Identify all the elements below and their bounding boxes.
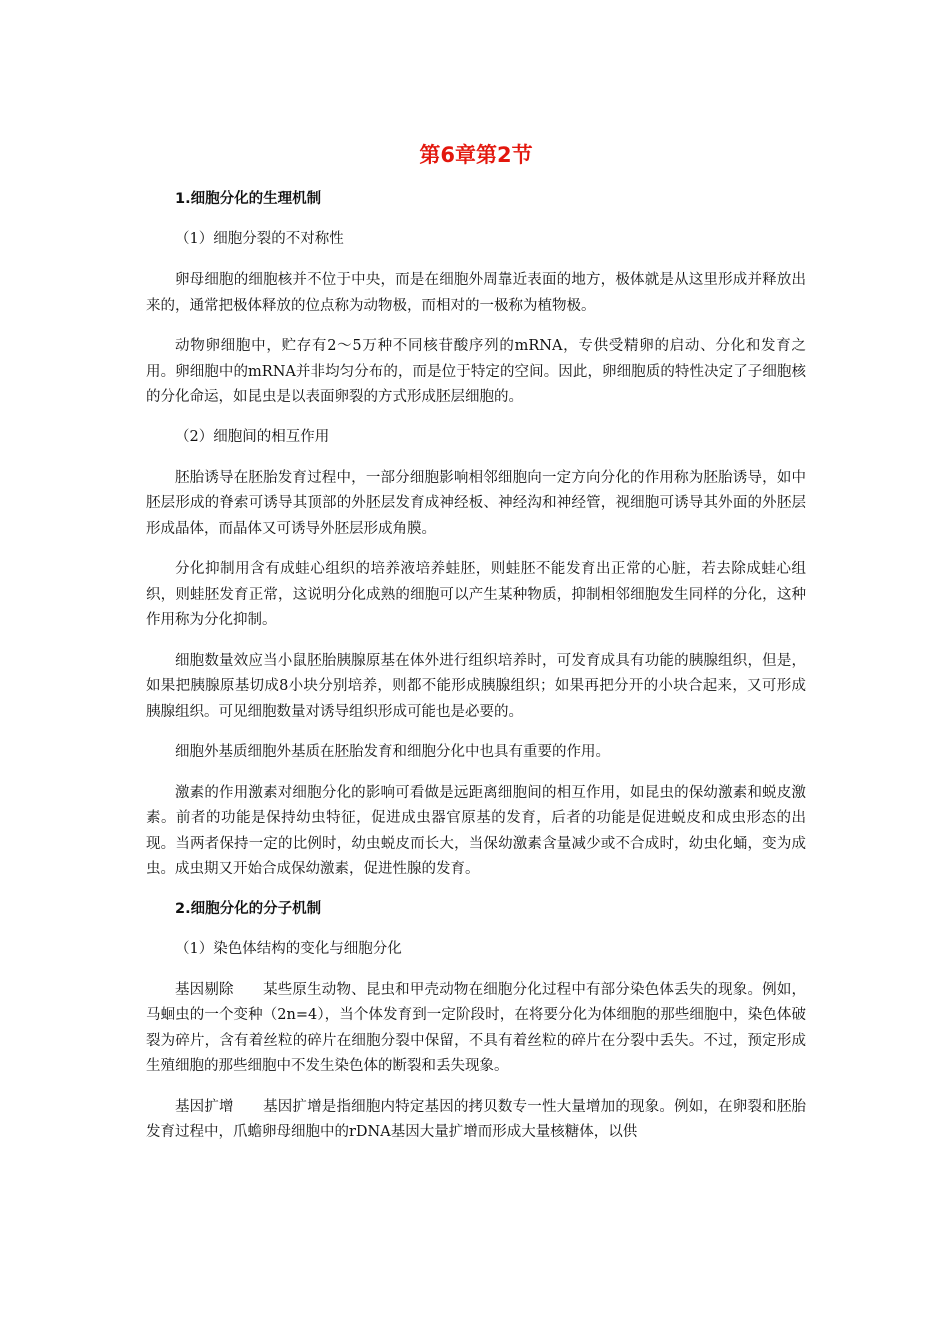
document-title: 第6章第2节 [419,143,533,167]
paragraph: 基因剔除 某些原生动物、昆虫和甲壳动物在细胞分化过程中有部分染色体丢失的现象。例如，马蛔虫的一个变种（2n=4），当个体发育到一定阶段时，在将要分化为体细胞的那些细胞中，染色体破裂为碎片，含有着丝粒的碎片在细胞分裂中保留，不具有着丝粒的碎片在分裂中丢失。不过，预定形成生殖细胞的那些细胞中不发生染色体的断裂和丢失现象。 [146,981,806,1074]
paragraph: 激素的作用激素对细胞分化的影响可看做是远距离细胞间的相互作用，如昆虫的保幼激素和蜕皮激素。前者的功能是保持幼虫特征，促进成虫器官原基的发育，后者的功能是促进蜕皮和成虫形态的出现。当两者保持一定的比例时，幼虫蜕皮而长大，当保幼激素含量减少或不合成时，幼虫化蛹，变为成虫。成虫期又开始合成保幼激素，促进性腺的发育。 [146,784,806,877]
section-1-heading: 1.细胞分化的生理机制 [175,191,322,207]
paragraph: 细胞外基质细胞外基质在胚胎发育和细胞分化中也具有重要的作用。 [175,744,610,760]
paragraph: 卵母细胞的细胞核并不位于中央，而是在细胞外周靠近表面的地方，极体就是从这里形成并释放出来的，通常把极体释放的位点称为动物极，而相对的一极称为植物极。 [146,272,806,314]
subsection-2-1-heading: （1）染色体结构的变化与细胞分化 [175,940,402,957]
paragraph: 分化抑制用含有成蛙心组织的培养液培养蛙胚，则蛙胚不能发育出正常的心脏，若去除成蛙心组织，则蛙胚发育正常，这说明分化成熟的细胞可以产生某种物质，抑制相邻细胞发生同样的分化，这种作用称为分化抑制。 [146,561,806,628]
paragraph: 动物卵细胞中，贮存有2～5万种不同核苷酸序列的mRNA，专供受精卵的启动、分化和发育之用。卵细胞中的mRNA并非均匀分布的，而是位于特定的空间。因此，卵细胞质的特性决定了子细胞核的分化命运，如昆虫是以表面卵裂的方式形成胚层细胞的。 [146,338,806,405]
section-2-heading: 2.细胞分化的分子机制 [175,900,322,917]
subsection-1-2-heading: （2）细胞间的相互作用 [175,428,330,445]
subsection-1-1-heading: （1）细胞分裂的不对称性 [175,231,344,247]
paragraph: 胚胎诱导在胚胎发育过程中，一部分细胞影响相邻细胞向一定方向分化的作用称为胚胎诱导，如中胚层形成的脊索可诱导其顶部的外胚层发育成神经板、神经沟和神经管，视细胞可诱导其外面的外胚层形成晶体，而晶体又可诱导外胚层形成角膜。 [146,469,806,537]
document-page [146,140,806,1161]
paragraph: 细胞数量效应当小鼠胚胎胰腺原基在体外进行组织培养时，可发育成具有功能的胰腺组织，但是，如果把胰腺原基切成8小块分别培养，则都不能形成胰腺组织；如果再把分开的小块合起来，又可形成胰腺组织。可见细胞数量对诱导组织形成可能也是必要的。 [146,652,806,720]
paragraph: 基因扩增 基因扩增是指细胞内特定基因的拷贝数专一性大量增加的现象。例如，在卵裂和胚胎发育过程中，爪蟾卵母细胞中的rDNA基因大量扩增而形成大量核糖体，以供 [146,1098,806,1140]
